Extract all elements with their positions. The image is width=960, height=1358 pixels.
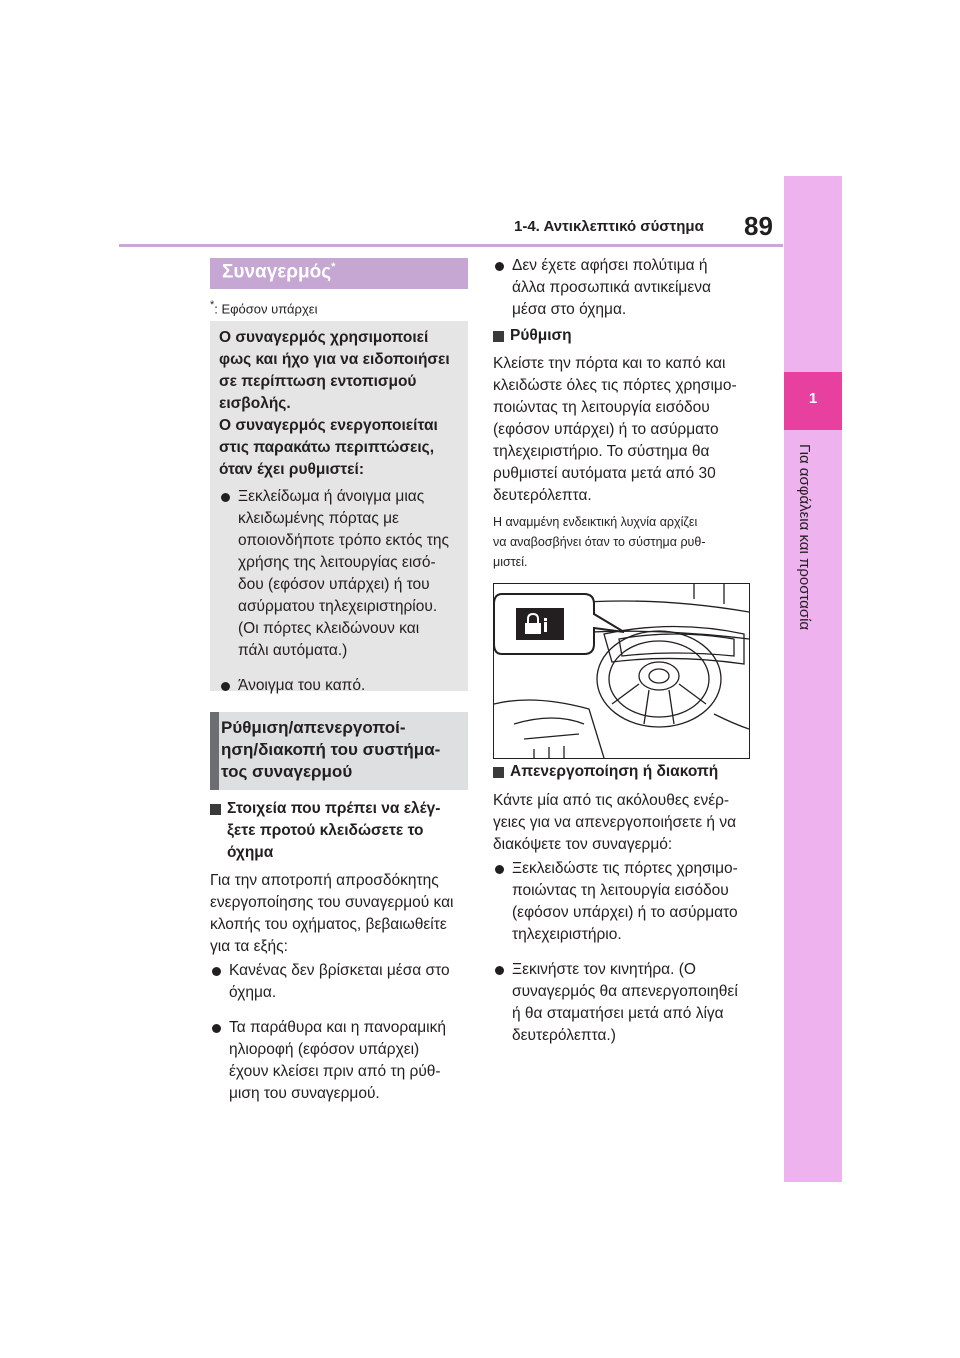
text-line: όχημα. (229, 984, 277, 1001)
check-items-paragraph (210, 870, 454, 958)
text-line: Δεν έχετε αφήσει πολύτιμα ή (512, 257, 708, 274)
text-line: για τα εξής: (210, 938, 288, 955)
text-line: Ο συναγερμός χρησιμοποιεί (219, 329, 429, 346)
subsection-title (221, 717, 440, 783)
text-line: πάλι αυτόματα.) (238, 642, 348, 659)
text-line: άλλα προσωπικά αντικείμενα (512, 279, 711, 296)
bullet-icon (212, 1024, 221, 1033)
text-line: Στοιχεία που πρέπει να ελέγ- (227, 800, 441, 817)
text-line: ξετε προτού κλειδώσετε το (227, 822, 424, 839)
text-line: δευτερόλεπτα. (493, 487, 592, 504)
text-line: ή θα σταματήσει μετά από λίγα (512, 1005, 724, 1022)
section-title-bar (210, 258, 468, 289)
text-line: γειες για να απενεργοποιήσετε ή να (493, 814, 737, 831)
square-marker-icon (493, 767, 504, 778)
list-item-text (512, 255, 752, 321)
list-item-text (512, 959, 752, 1047)
bullet-icon (495, 865, 504, 874)
text-line: δευτερόλεπτα.) (512, 1027, 616, 1044)
text-line: τηλεχειριστήριο. (512, 926, 622, 943)
text-line: ενεργοποίησης του συναγερμού και (210, 894, 454, 911)
text-line: Τα παράθυρα και η πανοραμική (229, 1019, 446, 1036)
text-line: Ξεκλείδωμα ή άνοιγμα μιας (238, 488, 425, 505)
text-line: (Οι πόρτες κλειδώνουν και (238, 620, 420, 637)
text-line: οποιονδήποτε τρόπο εκτός της (238, 532, 449, 549)
text-line: συναγερμός θα απενεργοποιηθεί (512, 983, 738, 1000)
header-rule (119, 244, 783, 247)
text-line: ασύρματου τηλεχειριστηρίου. (238, 598, 438, 615)
text-line: ποιώντας τη λειτουργία εισόδου (493, 399, 710, 416)
alarm-intro (219, 327, 450, 481)
text-line: κλειδωμένης πόρτας με (238, 510, 399, 527)
footnote: *: Εφόσον υπάρχει (210, 299, 318, 317)
text-line: ηση/διακοπή του συστήμα- (221, 740, 441, 759)
section-title: Συναγερμός* (222, 261, 336, 283)
text-line: Ξεκινήστε τον κινητήρα. (Ο (512, 961, 696, 978)
bullet-icon (495, 966, 504, 975)
text-line: σε περίπτωση εντοπισμού (219, 373, 417, 390)
text-line: φως και ήχο για να ειδοποιήσει (219, 351, 450, 368)
dashboard-illustration (493, 583, 750, 759)
text-line: κλοπής του οχήματος, βεβαιωθείτε (210, 916, 447, 933)
text-line: Ξεκλειδώστε τις πόρτες χρησιμο- (512, 860, 738, 877)
list-item-text (512, 858, 752, 946)
text-line: εισβολής. (219, 395, 291, 412)
text-line: τηλεχειριστήριο. Το σύστημα θα (493, 443, 710, 460)
text-line: μιστεί. (493, 555, 528, 569)
list-item-text (238, 675, 478, 697)
heading-text (227, 798, 477, 864)
indicator-note (493, 512, 706, 572)
text-line: Κλείστε την πόρτα και το καπό και (493, 355, 726, 372)
text-line: ποιώντας τη λειτουργία εισόδου (512, 882, 729, 899)
text-line: ηλιοροφή (εφόσον υπάρχει) (229, 1041, 420, 1058)
text-line: μιση του συναγερμού. (229, 1085, 380, 1102)
square-marker-icon (210, 804, 221, 815)
text-line: Ρύθμιση (510, 327, 572, 344)
chapter-title: Για ασφάλεια και προστασία (796, 444, 813, 631)
text-line: έχουν κλείσει πριν από τη ρύθ- (229, 1063, 441, 1080)
text-line: Ο συναγερμός ενεργοποιείται (219, 417, 438, 434)
bullet-icon (221, 493, 230, 502)
text-line: κλειδώστε όλες τις πόρτες χρησιμο- (493, 377, 737, 394)
text-line: Κάντε μία από τις ακόλουθες ενέρ- (493, 792, 730, 809)
text-line: μέσα στο όχημα. (512, 301, 627, 318)
list-item-text (229, 960, 469, 1004)
list-item-text (238, 486, 478, 662)
text-line: Η αναμμένη ενδεικτική λυχνία αρχίζει (493, 515, 698, 529)
setting-paragraph (493, 353, 737, 507)
text-line: όχημα (227, 844, 274, 861)
square-marker-icon (493, 331, 504, 342)
text-line: τος συναγερμού (221, 762, 353, 781)
bullet-icon (221, 682, 230, 691)
heading-text (510, 325, 760, 347)
text-line: (εφόσον υπάρχει) ή το ασύρματο (512, 904, 738, 921)
text-line: Για την αποτροπή απροσδόκητης (210, 872, 439, 889)
bullet-icon (212, 967, 221, 976)
text-line: δου (εφόσον υπάρχει) ή του (238, 576, 430, 593)
text-line: στις παρακάτω περιπτώσεις, (219, 439, 435, 456)
list-item-text (229, 1017, 469, 1105)
deactivate-paragraph (493, 790, 736, 856)
page-number: 89 (744, 211, 773, 241)
text-line: διακόψετε τον συναγερμό: (493, 836, 673, 853)
text-line: Απενεργοποίηση ή διακοπή (510, 763, 719, 780)
subsection-title-accent (210, 712, 219, 790)
text-line: χρήσης της λειτουργίας εισό- (238, 554, 436, 571)
bullet-icon (495, 262, 504, 271)
text-line: να αναβοσβήνει όταν το σύστημα ρυθ- (493, 535, 706, 549)
heading-text (510, 761, 760, 783)
chapter-number: 1 (808, 390, 818, 407)
text-line: ρυθμιστεί αυτόματα μετά από 30 (493, 465, 716, 482)
text-line: όταν έχει ρυθμιστεί: (219, 461, 364, 478)
chapter-side-tab (784, 176, 842, 1182)
text-line: Ρύθμιση/απενεργοποί- (221, 718, 406, 737)
header-section-title: 1-4. Αντικλεπτικό σύστημα (514, 218, 704, 235)
text-line: Κανένας δεν βρίσκεται μέσα στο (229, 962, 450, 979)
text-line: Άνοιγμα του καπό. (238, 677, 366, 694)
text-line: (εφόσον υπάρχει) ή το ασύρματο (493, 421, 719, 438)
